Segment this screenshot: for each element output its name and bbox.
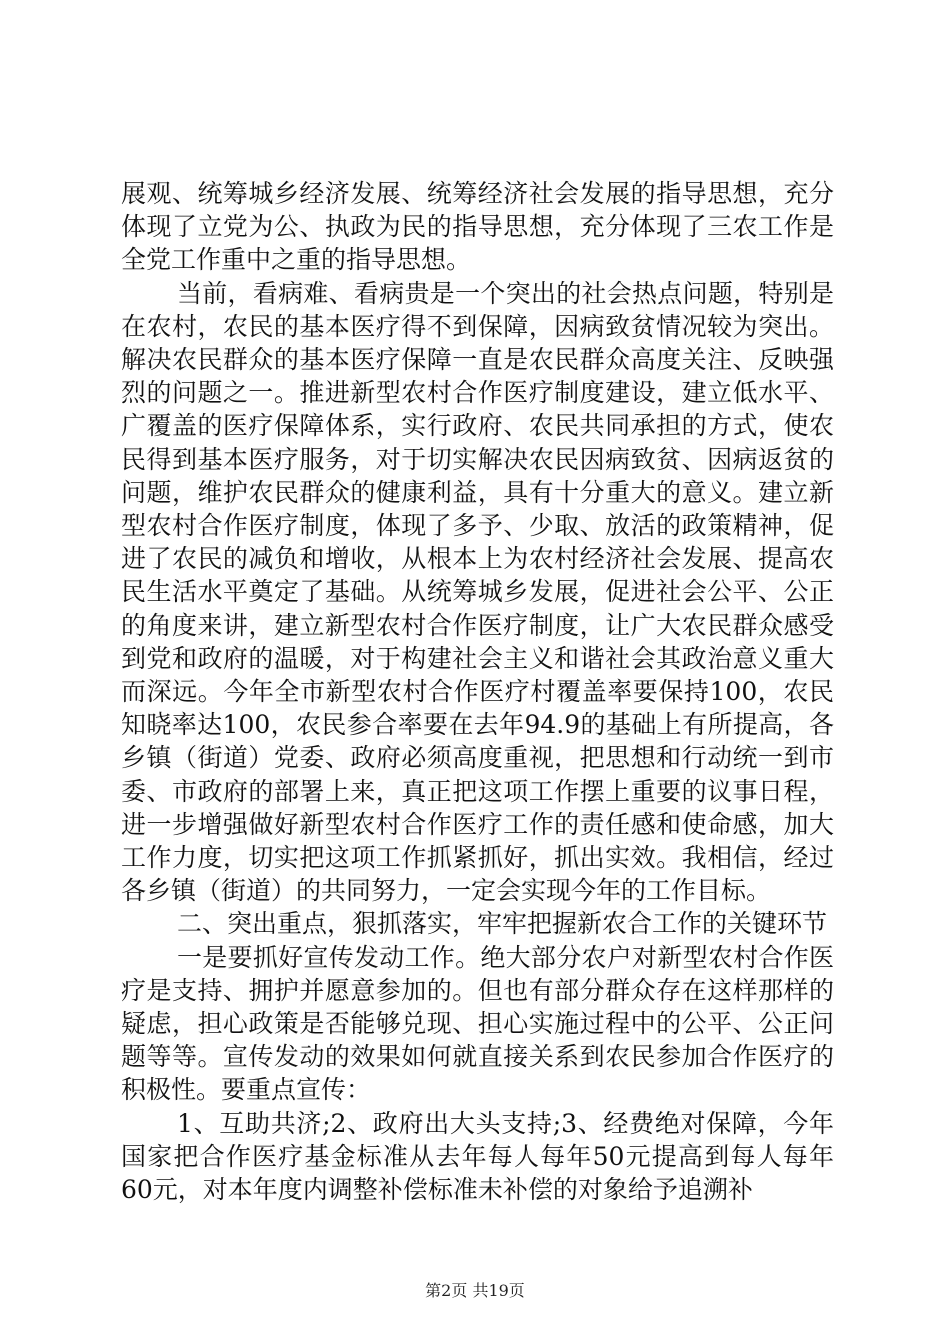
page-number-footer: 第2页 共19页 [425,1281,525,1300]
document-body [121,177,834,1206]
paragraph-points: 1、互助共济;2、政府出大头支持;3、经费绝对保障，今年国家把合作医疗基金标准从去年每人每年50元提高到每人每年60元，对本年度内调整补偿标准未补偿的对象给予追溯补 [121,1108,834,1205]
section-heading-2: 二、突出重点，狠抓落实，牢牢把握新农合工作的关键环节 [177,909,828,939]
paragraph-medical-issue: 当前，看病难、看病贵是一个突出的社会热点问题，特别是在农村，农民的基本医疗得不到保障，因病致贫情况较为突出。解决农民群众的基本医疗保障一直是农民群众高度关注、反映强烈的问题之一。推进新型农村合作医疗制度建设，建立低水平、广覆盖的医疗保障体系，实行政府、农民共同承担的方式，使农民得到基本医疗服务，对于切实解决农民因病致贫、因病返贫的问题，维护农民群众的健康利益，具有十分重大的意义。建立新型农村合作医疗制度，体现了多予、少取、放活的政策精神，促进了农民的减负和增收，从根本上为农村经济社会发展、提高农民生活水平奠定了基础。从统筹城乡发展，促进社会公平、公正的角度来讲，建立新型农村合作医疗制度，让广大农民群众感受到党和政府的温暖，对于构建社会主义和谐社会其政治意义重大而深远。今年全市新型农村合作医疗村覆盖率要保持100，农民知晓率达100，农民参合率要在去年94.9的基础上有所提高，各乡镇（街道）党委、政府必须高度重视，把思想和行动统一到市委、市政府的部署上来，真正把这项工作摆上重要的议事日程，进一步增强做好新型农村合作医疗工作的责任感和使命感，加大工作力度，切实把这项工作抓紧抓好，抓出实效。我相信，经过各乡镇（街道）的共同努力，一定会实现今年的工作目标。 [121,278,834,906]
paragraph-continuation: 展观、统筹城乡经济发展、统筹经济社会发展的指导思想，充分体现了立党为公、执政为民的指导思想，充分体现了三农工作是全党工作重中之重的指导思想。 [121,179,834,275]
paragraph-publicity: 一是要抓好宣传发动工作。绝大部分农户对新型农村合作医疗是支持、拥护并愿意参加的。但也有部分群众存在这样那样的疑虑，担心政策是否能够兑现、担心实施过程中的公平、公正问题等等。宣传发动的效果如何就直接关系到农民参加合作医疗的积极性。要重点宣传： [121,942,834,1105]
